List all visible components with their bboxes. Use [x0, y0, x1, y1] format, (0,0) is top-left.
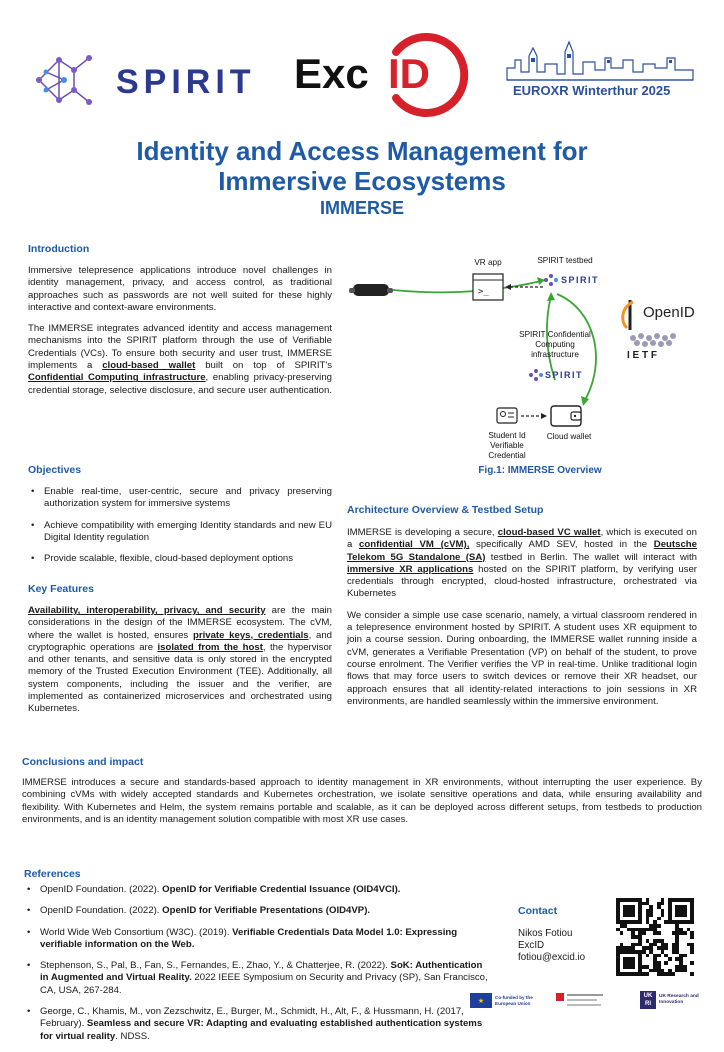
ref-title: SoK: Authentication in Augmented and Virtual Reality.: [40, 960, 483, 984]
arch-b: cloud-based VC wallet: [497, 527, 601, 538]
key-features-text: [28, 605, 332, 725]
intro-p2-infra: Confidential Computing infrastructure: [28, 372, 206, 384]
introduction-text: [28, 265, 332, 406]
objective-item: • Provide scalable, flexible, cloud-based deployment options: [28, 553, 332, 565]
eu-logo-text: Co-funded by the European Union: [495, 995, 533, 1006]
student-id-card-icon: [497, 408, 517, 423]
introduction-heading: Introduction: [28, 243, 90, 255]
ref-title: Verifiable Credentials Data Model 1.0: Expressing verifiable information on the Web.: [40, 926, 458, 950]
kf-f: , the hypervisor and other tenants, and sensitive data is only stored in the encrypted memory of the Trusted Execution Environment (TEE). Additionally, all system components, including the issuer and the verifier, are implemented as containerized microservices and orchestrated using Kubernetes.: [28, 641, 332, 715]
spirit-testbed-icon: [544, 274, 558, 286]
arch-i: hosted on the SPIRIT platform, by verifying user credentials through encrypted, cloud-hosted infrastructure, orchestrated via Kubernetes: [347, 563, 697, 600]
key-features-paragraph: [28, 605, 332, 716]
reference-item: [24, 1006, 492, 1043]
kf-d: , and cryptographic operations are: [28, 629, 332, 653]
euroxr-logo: [505, 38, 695, 102]
key-features-heading: Key Features: [28, 583, 94, 595]
city-skyline-icon: [505, 38, 695, 82]
introduction-p2: [28, 323, 332, 397]
partner-logo-icon: [556, 993, 606, 1009]
kf-a: Availability, interoperability, privacy, and security: [28, 605, 266, 616]
cloud-wallet-label: Cloud wallet: [546, 432, 592, 441]
vr-app-window-icon: [473, 274, 503, 300]
ref-authors: George, C., Khamis, M., von Zezschwitz, E., Burger, M., Schmidt, H., Alt, F., & Hussmann, H. (2017, February).: [40, 1006, 464, 1030]
spirit-network-icon: [34, 50, 114, 110]
eu-flag-icon: ★: [470, 993, 492, 1008]
euroxr-logo-text: EUROXR Winterthur 2025: [513, 83, 671, 98]
ref-title: OpenID for Verifiable Credential Issuance (OID4VCI).: [162, 884, 401, 895]
qr-code[interactable]: [616, 898, 694, 976]
vr-app-label: VR app: [474, 258, 502, 267]
arch-g: testbed in Berlin. The wallet will interact with: [485, 551, 698, 563]
reference-item: [24, 884, 492, 896]
reference-item: [24, 927, 492, 952]
intro-p2-e: , enabling privacy-preserving credential storage, selective disclosure, and secure user authentication.: [28, 372, 332, 396]
openid-label: OpenID: [643, 304, 695, 321]
excid-logo-exc: Exc: [294, 50, 369, 97]
ietf-logo-icon: [630, 333, 676, 347]
arch-h: immersive XR applications: [347, 563, 474, 575]
confidential-infra-label: SPIRIT Confidential Computing infrastructure: [519, 330, 591, 359]
kf-c: private keys, credentials: [192, 629, 309, 641]
ietf-label: I E T F: [627, 350, 657, 361]
arch-c: , which is executed on a: [347, 527, 697, 551]
architecture-heading: Architecture Overview & Testbed Setup: [347, 504, 544, 516]
intro-p2-a: The IMMERSE integrates advanced identity and access management mechanisms into the SPIRIT platform through the use of Verifiable Credentials (VCs). To ensure both security and user trust, IMMERSE implements a: [28, 323, 332, 372]
ukri-mark-icon: UK RI: [640, 991, 656, 1009]
spirit-logo: [34, 50, 254, 112]
conclusions-heading: Conclusions and impact: [22, 756, 144, 768]
spirit-testbed-label: SPIRIT testbed: [537, 256, 593, 265]
spirit-confidential-word: SPIRIT: [545, 370, 584, 380]
objectives-heading: Objectives: [28, 464, 82, 476]
references-list: [24, 884, 492, 1052]
overview-figure: [345, 250, 705, 485]
svg-text:>_: >_: [478, 287, 489, 297]
introduction-p1: Immersive telepresence applications introduce novel challenges in identity management, privacy, and access control, as traditional approaches such as passwords are not well suited for these highly interactive and context-aware environments.: [28, 265, 332, 313]
objectives-list: [28, 486, 332, 574]
excid-logo: [290, 32, 470, 118]
objective-item: • Enable real-time, user-centric, secure and privacy preserving authorization system for immersive systems: [28, 486, 332, 511]
ref-title: Seamless and secure VR: Adapting and evaluating established authentication systems for virtual reality: [40, 1018, 483, 1042]
poster-title: [0, 136, 724, 220]
references-heading: References: [24, 868, 81, 880]
arch-f: Deutsche Telekom 5G Standalone (SA): [347, 539, 697, 563]
arch-e: specifically AMD SEV, hosted in the: [469, 539, 654, 551]
ref-authors: OpenID Foundation. (2022).: [40, 905, 163, 917]
excid-logo-id: ID: [388, 50, 430, 97]
spirit-testbed-word: SPIRIT: [561, 275, 600, 285]
arch-d: confidential VM (cVM),: [359, 539, 470, 551]
ref-venue: . NDSS.: [115, 1030, 150, 1042]
cloud-wallet-icon: [551, 406, 581, 426]
architecture-p2: We consider a simple use case scenario, namely, a virtual classroom rendered in a telepresence environment hosted by SPIRIT. A student uses XR equipment to join a course session. During onboarding, the IMMERSE wallet running inside a cVM, generates a Verifiable Presentation (VP) on behalf of the student, to prove course enrolment. The Verifier verifies the VP in real-time. Unlike traditional login flows that may force users to switch devices or remove their XR headset, our approach ensures that all identity-related interactions to join sessions in XR environments, are handled seamlessly within the immersive environment.: [347, 609, 697, 707]
ukri-logo: [640, 991, 699, 1009]
intro-p2-wallet: cloud-based wallet: [102, 360, 196, 372]
reference-item: [24, 905, 492, 917]
openid-logo-icon: [623, 300, 633, 330]
contact-org: ExcID: [518, 940, 545, 951]
kf-b: are the main considerations in the design of the IMMERSE ecosystem. The cVM, where the wallet is hosted, ensures: [28, 605, 332, 641]
ref-authors: World Wide Web Consortium (W3C). (2019).: [40, 926, 233, 938]
ref-authors: Stephenson, S., Pal, B., Fan, S., Fernandes, E., Zhao, Y., & Chatterjee, R. (2022).: [40, 960, 391, 972]
architecture-p1: [347, 527, 697, 601]
ref-authors: OpenID Foundation. (2022).: [40, 884, 163, 895]
title-line-1: Identity and Access Management for: [136, 136, 588, 166]
contact-details: [518, 928, 585, 964]
intro-p2-c: built on top of SPIRIT's: [195, 360, 332, 372]
ref-venue: 2022 IEEE Symposium on Security and Privacy (SP), San Francisco, CA, USA, 267-284.: [40, 972, 488, 996]
spirit-confidential-icon: [529, 369, 543, 381]
conclusions-text: IMMERSE introduces a secure and standards-based approach to identity management in XR environments, without interrupting the user experience. By combining cVMs with widely accepted standards and Kubernetes orchestration, we isolate sensitive operations and data, while ensuring availability and flexibility. With Kubernetes and Helm, the system remains portable and scalable, as it can be deployed across different setups, from testbeds to production environments, and is an identity management solution compatible with most XR use cases.: [22, 777, 702, 825]
architecture-text: [347, 527, 697, 717]
student-id-label: Student Id Verifiable Credential: [488, 431, 526, 460]
arch-a: IMMERSE is developing a secure,: [347, 527, 498, 538]
vr-headset-icon: [349, 284, 393, 296]
ukri-logo-text: UK Research and Innovation: [659, 994, 699, 1005]
contact-name: Nikos Fotiou: [518, 928, 573, 939]
figure-caption: Fig.1: IMMERSE Overview: [478, 465, 602, 476]
objective-item: • Achieve compatibility with emerging Identity standards and new EU Digital Identity regulation: [28, 520, 332, 545]
contact-heading: Contact: [518, 905, 558, 917]
ref-title: OpenID for Verifiable Presentations (OID4VP).: [162, 905, 371, 917]
title-line-2: Immersive Ecosystems: [218, 166, 506, 196]
kf-e: isolated from the host: [157, 641, 263, 653]
spirit-logo-text: SPIRIT: [116, 63, 256, 101]
reference-item: [24, 960, 492, 997]
eu-logo: [470, 993, 545, 1008]
contact-email[interactable]: fotiou@excid.io: [518, 952, 586, 963]
title-subtitle: IMMERSE: [319, 198, 404, 218]
